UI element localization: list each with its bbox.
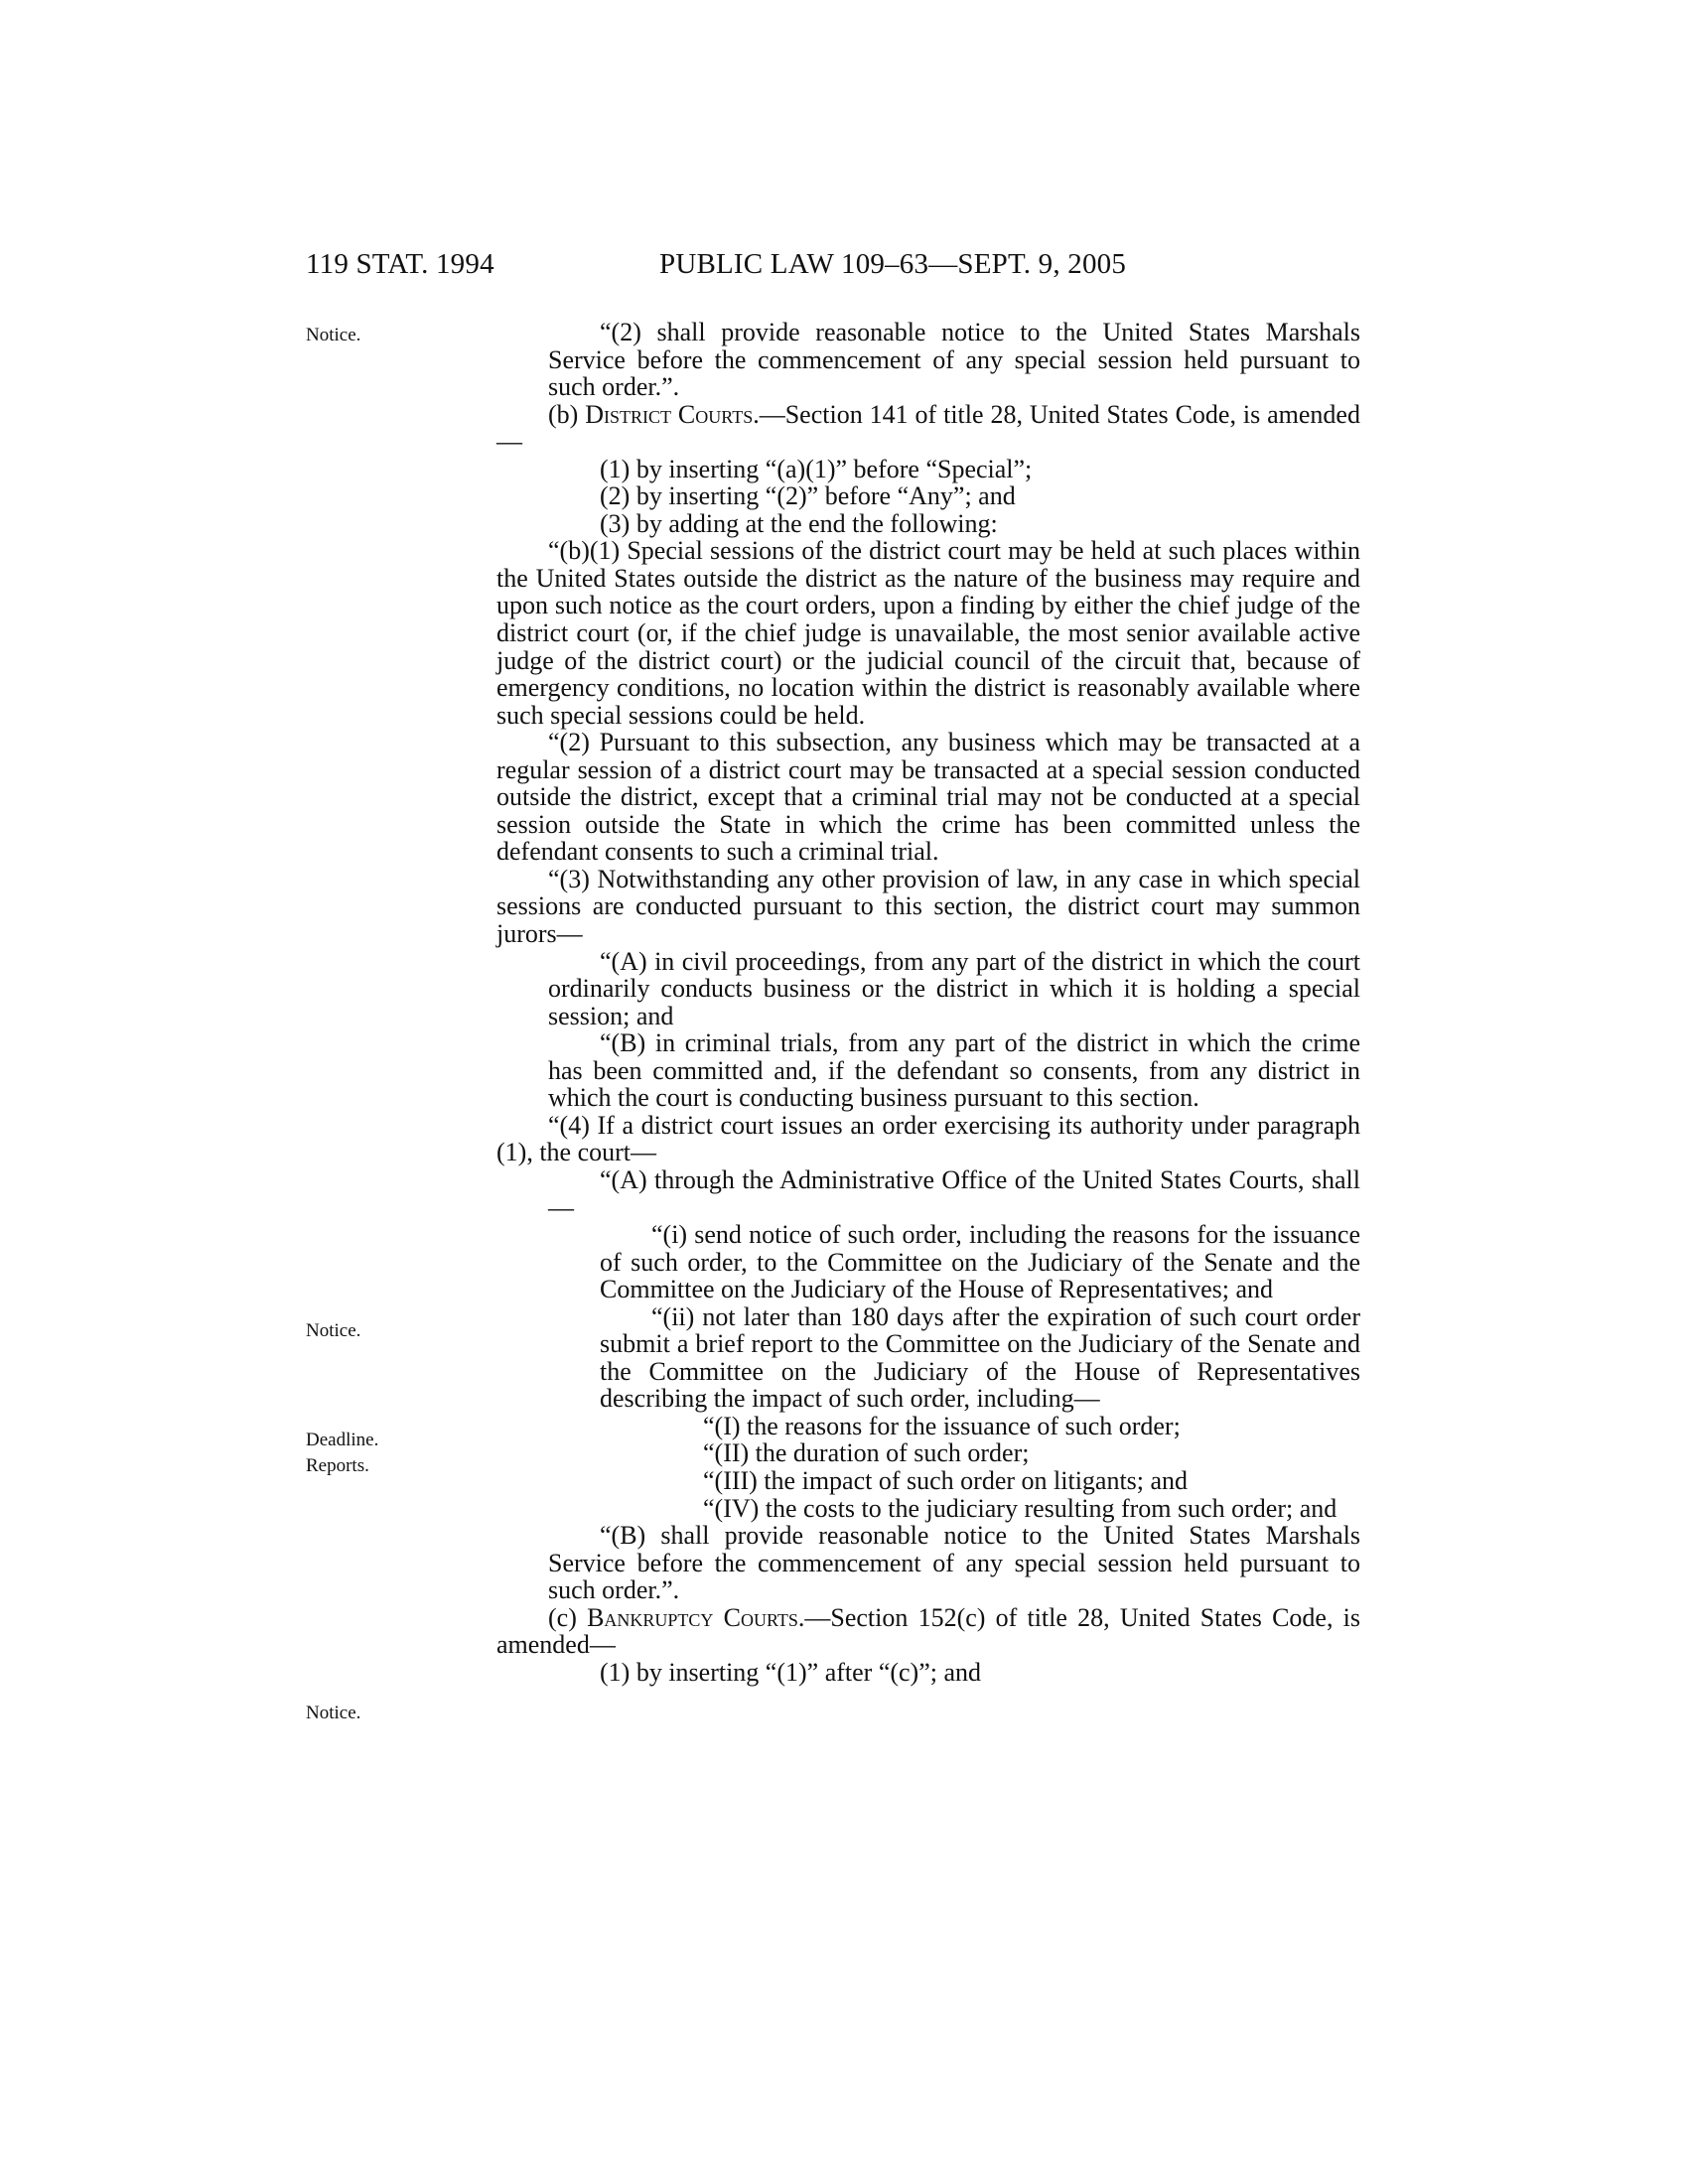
- paragraph: (2) by inserting “(2)” before “Any”; and: [600, 481, 1016, 511]
- statute-body: [496, 319, 1360, 1686]
- margin-note-deadline: Deadline.: [306, 1430, 379, 1450]
- paragraph: “(I) the reasons for the issuance of such order;: [703, 1411, 1181, 1440]
- paragraph: “(A) through the Administrative Office of the United States Courts, shall—: [548, 1164, 1360, 1222]
- paragraph: (1) by inserting “(1)” after “(c)”; and: [600, 1657, 982, 1687]
- paragraph: “(b)(1) Special sessions of the district court may be held at such places within the United States outside the district as the nature of the business may require and upon such notice as the court orders, upon a finding by either the chief judge of the district court (or, if the chief judge is unavailable, the most senior available active judge of the district court) or the judicial council of the circuit that, because of emergency conditions, no location within the district is reasonably available where such special sessions could be held.: [496, 536, 1360, 730]
- subsection-text: .—Section 141 of title 28, United States Code, is amended—: [496, 399, 1360, 457]
- paragraph: “(4) If a district court issues an order exercising its authority under paragraph (1), the court—: [496, 1110, 1360, 1167]
- subsection-b-heading: [496, 401, 1360, 456]
- paragraph: “(ii) not later than 180 days after the expiration of such court order submit a brief report to the Committee on the Judiciary of the Senate and the Committee on the Judiciary of the House of Representatives describing the impact of such order, including—: [600, 1301, 1360, 1414]
- subsection-c-heading: [496, 1604, 1360, 1659]
- margin-note-notice: Notice.: [306, 325, 361, 345]
- subsection-caption: Bankruptcy Courts: [587, 1602, 798, 1632]
- paragraph: “(2) Pursuant to this subsection, any business which may be transacted at a regular session of a district court may be transacted at a special session conducted outside the district, except that a criminal trial may not be conducted at a special session outside the State in which the crime has been committed unless the defendant consents to such a criminal trial.: [496, 728, 1360, 867]
- paragraph: “(i) send notice of such order, including the reasons for the issuance of such order, to the Committee on the Judiciary of the Senate and the Committee on the Judiciary of the House of Representatives; and: [600, 1220, 1360, 1304]
- paragraph: “(A) in civil proceedings, from any part of the district in which the court ordinarily conducts business or the district in which it is holding a special session; and: [548, 946, 1360, 1030]
- paragraph: “(B) shall provide reasonable notice to the United States Marshals Service before the commencement of any special session held pursuant to such order.”.: [548, 1521, 1360, 1605]
- margin-note-notice: Notice.: [306, 1320, 361, 1341]
- paragraph: (1) by inserting “(a)(1)” before “Special”;: [600, 454, 1033, 483]
- paragraph: “(IV) the costs to the judiciary resulting from such order; and: [703, 1493, 1337, 1523]
- page-running-title: PUBLIC LAW 109–63—SEPT. 9, 2005: [659, 248, 1127, 280]
- subsection-text: .—Section 152(c) of title 28, United States Code, is amended—: [496, 1602, 1361, 1660]
- subsection-caption: District Courts: [585, 399, 754, 429]
- page-stat-number: 119 STAT. 1994: [306, 248, 494, 280]
- subsection-label: (c): [548, 1602, 588, 1632]
- paragraph: “(3) Notwithstanding any other provision of law, in any case in which special sessions are conducted pursuant to this section, the district court may summon jurors—: [496, 864, 1360, 949]
- paragraph: “(2) shall provide reasonable notice to the United States Marshals Service before the commencement of any special session held pursuant to such order.”.: [548, 318, 1360, 402]
- subsection-label: (b): [548, 399, 586, 429]
- paragraph: “(B) in criminal trials, from any part of the district in which the crime has been committed and, if the defendant so consents, from any district in which the court is conducting business pursuant to this section.: [548, 1028, 1360, 1113]
- margin-note-notice: Notice.: [306, 1703, 361, 1723]
- paragraph: “(III) the impact of such order on litigants; and: [703, 1465, 1189, 1495]
- paragraph: “(II) the duration of such order;: [703, 1438, 1030, 1468]
- paragraph: (3) by adding at the end the following:: [600, 508, 998, 538]
- margin-note-reports: Reports.: [306, 1455, 369, 1476]
